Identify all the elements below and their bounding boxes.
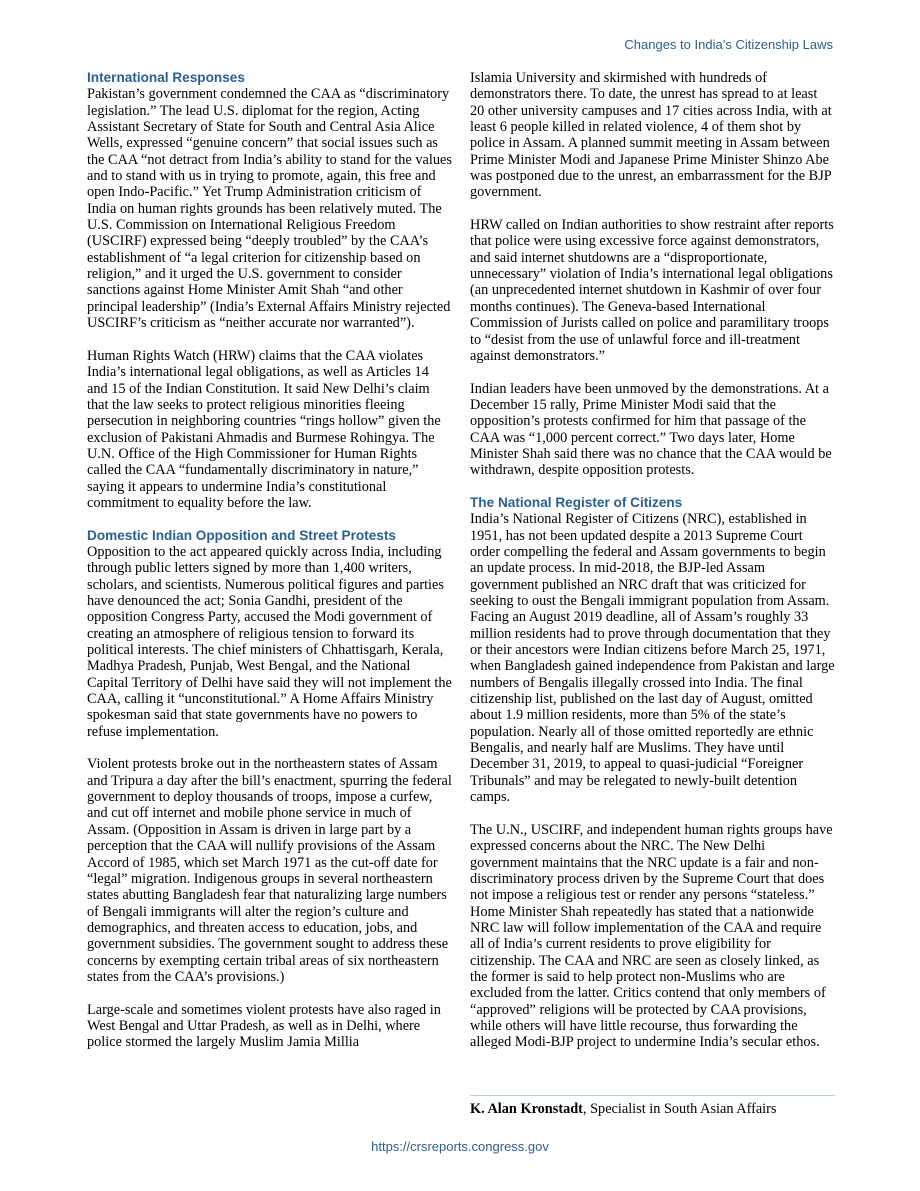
section-heading-national-register: The National Register of Citizens xyxy=(470,494,683,510)
paragraph: Violent protests broke out in the northeastern states of Assam and Tripura a day after the bill’s enactment, spurring the federal government to deploy thousands of troops, impose a curfew, and cut off internet and mobile phone service in much of Assam. (Opposition in Assam is driven in large part by a perception that the CAA will nullify provisions of the Assam Accord of 1985, which set March 1971 as the cut-off date for “legal” migration. Indigenous groups in several northeastern states abutting Bangladesh fear that naturalizing large numbers of Bengali immigrants will alter the region’s culture and demographics, and threaten access to education, jobs, and government subsidies. The government sought to address these concerns by exempting certain tribal areas of six northeastern states from the CAA’s provisions.) xyxy=(87,756,452,985)
section-heading-international-responses: International Responses xyxy=(87,70,245,85)
paragraph: HRW called on Indian authorities to show restraint after reports that police were using excessive force against demonstrators, and said internet shutdowns are a “disproportionate, unnecessary” violation of India’s international legal obligations (an unprecedented internet shutdown in Kashmir of over four months continues). The Geneva-based International Commission of Jurists called on police and paramilitary troops to “desist from the use of unlawful force and ill-treatment against demonstrators.” xyxy=(470,217,834,364)
paragraph: Pakistan’s government condemned the CAA as “discriminatory legislation.” The lead U.S. diplomat for the region, Acting Assistant Secretary of State for South and Central Asia Alice Wells, expressed “genuine concern” that social issues such as the CAA “not detract from India’s ability to stand for the values and to stand with us in trying to promote, again, this free and open Indo-Pacific.” Yet Trump Administration criticism of India on human rights grounds has been relatively muted. The U.S. Commission on International Religious Freedom (USCIRF) expressed being “deeply troubled” by the CAA’s establishment of “a legal criterion for citizenship based on religion,” and it urged the U.S. government to consider sanctions against Home Minister Amit Shah “and other principal leadership” (India’s External Affairs Ministry rejected USCIRF’s criticism as “neither accurate nor warranted”). xyxy=(87,86,452,332)
paragraph: Islamia University and skirmished with hundreds of demonstrators there. To date, the unrest has spread to at least 20 other university campuses and 17 cities across India, with at least 6 people killed in related violence, 4 of them shot by police in Assam. A planned summit meeting in Assam between Prime Minister Modi and Japanese Prime Minister Shinzo Abe was postponed due to the unrest, an embarrassment for the BJP government. xyxy=(470,70,832,201)
author-title: , Specialist in South Asian Affairs xyxy=(582,1101,777,1117)
paragraph: The U.N., USCIRF, and independent human rights groups have expressed concerns about the NRC. The New Delhi government maintains that the NRC update is a fair and non-discriminatory process driven by the Supreme Court that does not impose a religious test or render any persons “stateless.” Home Minister Shah repeatedly has stated that a nationwide NRC law will follow implementation of the CAA and require all of India’s current residents to prove eligibility for citizenship. The CAA and NRC are seen as closely linked, as the former is said to help protect non-Muslims who are excluded from the latter. Critics contend that only members of “approved” religions will be protected by CAA provisions, while others will have little recourse, thus forwarding the alleged Modi-BJP project to undermine India’s secular ethos. xyxy=(470,821,833,1051)
paragraph: Human Rights Watch (HRW) claims that the CAA violates India’s international legal obligations, as well as Articles 14 and 15 of the Indian Constitution. It said New Delhi’s claim that the law seeks to protect religious minorities fleeing persecution in neighboring countries “rings hollow” given the exclusion of Pakistani Ahmadis and Burmese Rohingya. The U.N. Office of the High Commissioner for Human Rights called the CAA “fundamentally discriminatory in nature,” saying it appears to undermine India’s constitutional commitment to equality before the law. xyxy=(87,347,441,511)
paragraph: Opposition to the act appeared quickly across India, including through public letters signed by more than 1,400 writers, scholars, and scientists. Numerous political figures and parties have denounced the act; Sonia Gandhi, president of the opposition Congress Party, accused the Modi government of creating an atmosphere of religious tension to forward its political interests. The chief ministers of Chhattisgarh, Kerala, Madhya Pradesh, Punjab, West Bengal, and the National Capital Territory of Delhi have said they will not implement the CAA, calling it “unconstitutional.” A Home Affairs Ministry spokesman said that state governments have no powers to refuse implementation. xyxy=(87,543,452,740)
right-column xyxy=(470,70,835,1067)
paragraph: Indian leaders have been unmoved by the demonstrations. At a December 15 rally, Prime Minister Modi said that the opposition’s protests confirmed for him that passage of the CAA was “1,000 percent correct.” Two days later, Home Minister Shah said there was no chance that the CAA would be withdrawn, despite opposition protests. xyxy=(470,380,832,479)
author-name: K. Alan Kronstadt xyxy=(470,1101,583,1117)
author-line xyxy=(470,1101,776,1117)
paragraph: India’s National Register of Citizens (NRC), established in 1951, has not been updated despite a 2013 Supreme Court order compelling the federal and Assam governments to begin an update process. In mid-2018, the BJP-led Assam government published an NRC draft that was criticized for seeking to oust the Bengali immigrant population from Assam. Facing an August 2019 deadline, all of Assam’s roughly 33 million residents had to prove through documentation that they or their ancestors were Indian citizens before March 25, 1971, when Bangladesh gained independence from Pakistan and large numbers of Bengalis illegally crossed into India. The final citizenship list, published on the last day of August, omitted about 1.9 million residents, more than 5% of the state’s population. Nearly all of those omitted reportedly are ethnic Bengalis, and nearly half are Muslims. They have until December 31, 2019, to appeal to quasi-judicial “Foreigner Tribunals” and may be relegated to newly-built detention camps. xyxy=(470,511,835,806)
paragraph: Large-scale and sometimes violent protests have also raged in West Bengal and Uttar Pradesh, as well as in Delhi, where police stormed the largely Muslim Jamia Millia xyxy=(87,1001,441,1051)
footer-url[interactable]: https://crsreports.congress.gov xyxy=(371,1139,549,1154)
section-heading-domestic-opposition: Domestic Indian Opposition and Street Protests xyxy=(87,527,396,543)
left-column xyxy=(87,70,452,1067)
author-divider xyxy=(470,1095,835,1096)
running-header: Changes to India’s Citizenship Laws xyxy=(624,37,833,52)
